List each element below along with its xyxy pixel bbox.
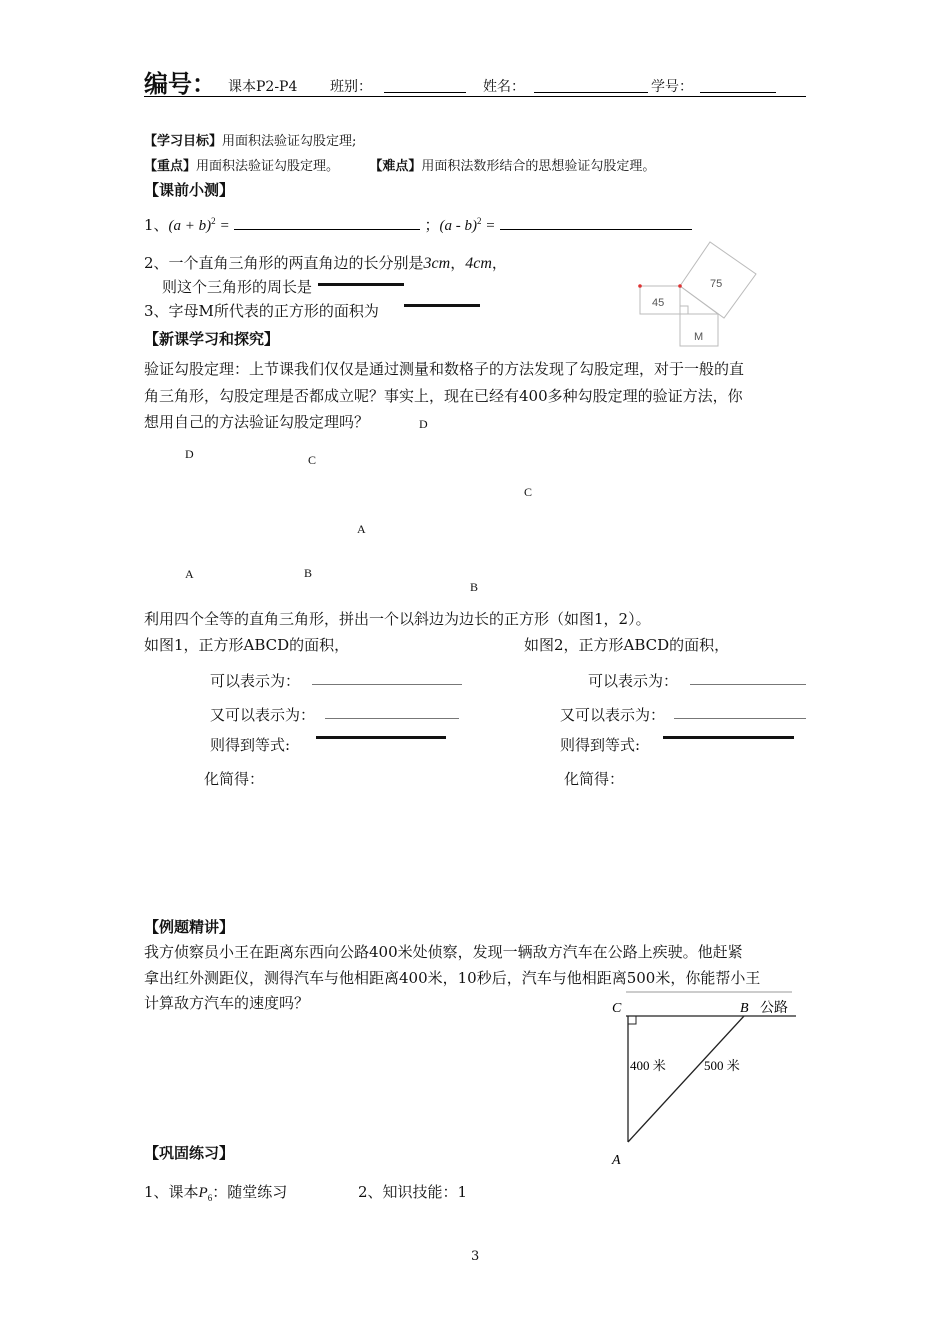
fig1-title: 如图1，正方形ABCD的面积， [144, 636, 350, 654]
practice-item-2: 2、知识技能：1 [358, 1183, 468, 1201]
fig1-label-d: D [185, 447, 194, 461]
page-ref-p: P [198, 1185, 208, 1201]
fig1-expr2-blank[interactable] [325, 718, 459, 719]
fig1-simplify-label: 化简得： [204, 770, 265, 788]
pretest-q2 [144, 252, 507, 273]
key-text: 用面积法验证勾股定理。 [196, 159, 340, 174]
fig1-label-c: C [308, 453, 317, 467]
q1-equals: = [220, 218, 229, 234]
fig1-expr1-label: 可以表示为： [210, 672, 301, 690]
example-line1: 我方侦察员小王在距离东西向公路400米处侦察，发现一辆敌方汽车在公路上疾驶。他赶紧 [144, 943, 743, 961]
vertex-dot [678, 284, 682, 288]
name-label: 姓名： [483, 79, 525, 95]
fig1-label-b: B [304, 566, 313, 580]
q2-text: 2、一个直角三角形的两直角边的长分别是 [144, 254, 424, 272]
practice-heading: 【巩固练习】 [144, 1144, 235, 1162]
label-m: M [694, 331, 704, 343]
road-triangle-figure [606, 986, 802, 1170]
q1-equals-b: = [486, 218, 495, 234]
practice-item-1-post: ：随堂练习 [212, 1183, 288, 1201]
fig2-expr1-label: 可以表示为： [588, 672, 679, 690]
fig2-title: 如图2，正方形ABCD的面积， [524, 636, 730, 654]
fig1-equation-blank[interactable] [316, 736, 446, 739]
lesson-para-line1: 验证勾股定理：上节课我们仅仅是通过测量和数格子的方法发现了勾股定理，对于一般的直 [144, 360, 745, 378]
label-b: B [740, 1001, 749, 1016]
class-label: 班别： [330, 79, 372, 95]
key-difficulty-line [144, 155, 655, 174]
q1-separator: ； [424, 216, 440, 234]
fig2-equation-label: 则得到等式: [560, 736, 641, 754]
q2-comma-2: ， [491, 254, 507, 272]
q1-answer-blank-a[interactable] [234, 215, 420, 230]
goal-tag: 【学习目标】 [144, 134, 223, 149]
fig2-expr2-label: 又可以表示为： [560, 706, 666, 724]
label-c: C [612, 1001, 622, 1016]
label-45: 45 [652, 297, 665, 309]
name-field[interactable] [534, 92, 648, 93]
example-heading: 【例题精讲】 [144, 918, 235, 936]
q1-answer-blank-b[interactable] [500, 215, 692, 230]
class-field[interactable] [384, 92, 466, 93]
page-number: 3 [471, 1249, 480, 1264]
q1-exponent: 2 [211, 216, 216, 226]
practice-item-1 [144, 1181, 287, 1203]
fig1-expr1-blank[interactable] [312, 684, 462, 685]
right-angle-mark [628, 1016, 636, 1024]
label-a: A [612, 1153, 621, 1168]
fig1-equation-label: 则得到等式: [210, 736, 291, 754]
fig2-simplify-label: 化简得： [564, 770, 625, 788]
fig2-expr2-blank[interactable] [674, 718, 806, 719]
page-ref-number: 6 [207, 1193, 213, 1203]
practice-item-1-pre: 1、课本 [144, 1183, 199, 1201]
key-tag: 【重点】 [144, 159, 197, 174]
fig1-label-a: A [185, 567, 194, 581]
pretest-q3: 3、字母M所代表的正方形的面积为 [144, 302, 379, 320]
fig2-label-d: D [419, 417, 428, 431]
student-id-field[interactable] [700, 92, 776, 93]
side-ab [628, 1016, 744, 1142]
label-road: 公路 [760, 1000, 788, 1016]
student-id-label: 学号： [651, 79, 693, 95]
label-500m: 500 米 [704, 1058, 740, 1073]
objective-line [144, 130, 356, 149]
doc-code-label: 编号： [144, 70, 216, 98]
lesson-para-line3: 想用自己的方法验证勾股定理吗？ [144, 413, 370, 431]
fig2-label-b: B [470, 580, 479, 594]
q1-expr-diff: (a - b) [439, 218, 477, 234]
fig1-expr2-label: 又可以表示为： [210, 706, 316, 724]
q2-length-1: 3cm [423, 255, 451, 272]
vertex-dot [638, 284, 642, 288]
pretest-heading: 【课前小测】 [144, 181, 235, 199]
q3-answer-blank[interactable] [404, 304, 480, 307]
q2-comma: ， [450, 254, 466, 272]
label-75: 75 [710, 278, 723, 290]
q2-answer-blank[interactable] [318, 283, 404, 286]
fig2-expr1-blank[interactable] [690, 684, 806, 685]
example-line2: 拿出红外测距仪，测得汽车与他相距离400米，10秒后，汽车与他相距离500米，你能帮小王 [144, 969, 761, 987]
lesson-para-line2: 角三角形，勾股定理是否都成立呢？事实上，现在已经有400多种勾股定理的验证方法，你 [144, 387, 743, 405]
q1-number: 1、 [144, 216, 169, 234]
lesson-instruction: 利用四个全等的直角三角形，拼出一个以斜边为边长的正方形（如图1，2）。 [144, 610, 651, 628]
q1-expr-sum: (a + b) [168, 218, 212, 234]
difficulty-text: 用面积法数形结合的思想验证勾股定理。 [421, 159, 656, 174]
fig2-equation-blank[interactable] [663, 736, 794, 739]
label-400m: 400 米 [630, 1058, 666, 1073]
q2-length-2: 4cm [465, 255, 492, 272]
pretest-q2-line2: 则这个三角形的周长是 [162, 278, 313, 296]
pretest-q1 [144, 214, 692, 235]
fig2-label-a: A [357, 522, 366, 536]
pythagoras-squares-figure [636, 240, 760, 348]
difficulty-tag: 【难点】 [369, 159, 422, 174]
new-lesson-heading: 【新课学习和探究】 [144, 330, 280, 348]
fig2-label-c: C [524, 485, 533, 499]
goal-text: 用面积法验证勾股定理; [222, 134, 357, 149]
header-rule [144, 96, 806, 97]
q1-exponent-b: 2 [477, 216, 482, 226]
example-line3: 计算敌方汽车的速度吗？ [144, 994, 310, 1012]
textbook-pages: 课本P2-P4 [228, 79, 298, 95]
